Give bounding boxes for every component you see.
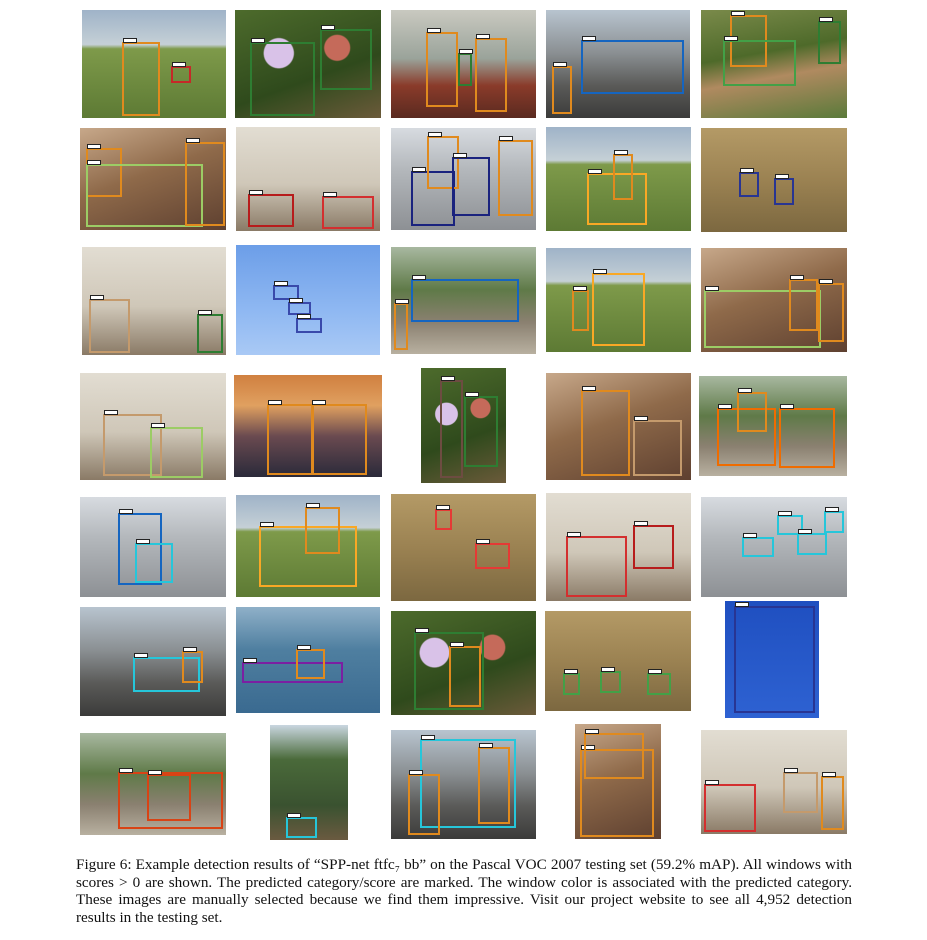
category-score-tag	[321, 25, 335, 30]
category-score-tag	[395, 299, 409, 304]
category-score-tag	[119, 768, 133, 773]
detection-box-cat	[449, 646, 481, 706]
photo	[236, 245, 380, 355]
detection-box-bird	[734, 606, 815, 714]
category-score-tag	[731, 11, 745, 16]
category-score-tag	[186, 138, 200, 143]
caption-text: Figure 6: Example detection results of “SPP-net ftfc₇ bb” on the Pascal VOC 2007 testing set (59.2% mAP). All windows with scores > 0 are shown. The predicted category/score are marked. The window color is associated with the predicted category. These images are manually selected because we find them impressive. Visit our project website to see all 4,952 detection results in the testing set.	[76, 856, 852, 926]
category-score-tag	[476, 539, 490, 544]
detection-box-person	[737, 392, 767, 432]
category-score-tag	[705, 286, 719, 291]
category-score-tag	[614, 150, 628, 155]
category-score-tag	[172, 62, 186, 67]
detection-box-bus	[581, 40, 685, 94]
detection-tile-horse-rider	[546, 127, 691, 231]
category-score-tag	[198, 310, 212, 315]
detection-tile-plant-pots	[391, 611, 536, 715]
detection-tile-red-bus	[546, 10, 690, 118]
category-score-tag	[260, 522, 274, 527]
category-score-tag	[740, 168, 754, 173]
detection-box-pottedplant	[818, 21, 841, 64]
detection-tile-fireplace-chair	[82, 247, 226, 355]
category-score-tag	[251, 38, 265, 43]
detection-box-pottedplant	[458, 53, 473, 85]
category-score-tag	[819, 17, 833, 22]
detection-box-person	[296, 649, 325, 679]
category-score-tag	[428, 132, 442, 137]
detection-box-person	[552, 66, 572, 114]
detection-tile-horse-carriage	[546, 248, 691, 352]
detection-tile-person-field	[82, 10, 226, 118]
category-score-tag	[465, 392, 479, 397]
detection-tile-market-stall	[701, 10, 847, 118]
category-score-tag	[87, 144, 101, 149]
category-score-tag	[582, 36, 596, 41]
detection-box-cow	[600, 671, 620, 693]
detection-box-person	[305, 507, 340, 554]
category-score-tag	[268, 400, 282, 405]
detection-tile-osprey	[725, 601, 819, 718]
detection-box-bus	[411, 279, 518, 322]
category-score-tag	[249, 190, 263, 195]
detection-box-sofa	[322, 196, 374, 229]
category-score-tag	[409, 770, 423, 775]
category-score-tag	[415, 628, 429, 633]
detection-box-aeroplane	[296, 318, 322, 333]
category-score-tag	[441, 376, 455, 381]
category-score-tag	[148, 770, 162, 775]
detection-tile-freight-train	[80, 733, 226, 835]
detection-tile-two-kids	[234, 375, 382, 477]
category-score-tag	[123, 38, 137, 43]
detection-box-car	[797, 533, 826, 555]
detection-box-person	[613, 154, 633, 200]
category-score-tag	[297, 645, 311, 650]
category-score-tag	[798, 529, 812, 534]
category-score-tag	[564, 669, 578, 674]
category-score-tag	[151, 423, 165, 428]
detection-tile-sheep-hill	[391, 494, 536, 601]
detection-tile-cat-held	[575, 724, 661, 839]
detection-box-bird	[774, 178, 794, 205]
category-score-tag	[287, 813, 301, 818]
detection-box-person	[572, 290, 589, 332]
detection-box-person	[182, 651, 202, 684]
category-score-tag	[289, 298, 303, 303]
detection-box-person	[475, 38, 507, 111]
detection-box-sofa	[704, 784, 757, 832]
detection-box-car	[742, 537, 774, 557]
category-score-tag	[735, 602, 749, 607]
category-score-tag	[412, 167, 426, 172]
category-score-tag	[780, 404, 794, 409]
category-score-tag	[822, 772, 836, 777]
category-score-tag	[274, 281, 288, 286]
detection-box-tvmonitor	[633, 525, 674, 568]
detection-box-person	[426, 32, 458, 108]
photo	[545, 611, 691, 711]
detection-box-person	[584, 733, 644, 779]
category-score-tag	[738, 388, 752, 393]
detection-box-person	[478, 747, 510, 823]
detection-box-tvmonitor	[248, 194, 294, 227]
detection-tile-potted-flowers	[235, 10, 381, 118]
detection-box-person	[818, 283, 844, 341]
category-score-tag	[582, 386, 596, 391]
detection-box-motorbike	[779, 408, 835, 468]
detection-box-chair	[633, 420, 682, 476]
detection-tile-bottle-plant	[421, 368, 506, 483]
detection-tile-road-cars	[80, 497, 226, 597]
category-score-tag	[323, 192, 337, 197]
category-score-tag	[459, 49, 473, 54]
category-score-tag	[778, 511, 792, 516]
detection-box-person	[267, 404, 314, 475]
detection-box-bicycle	[452, 157, 490, 216]
category-score-tag	[573, 286, 587, 291]
category-score-tag	[553, 62, 567, 67]
detection-tile-cyclists	[391, 128, 536, 230]
detection-box-sheep	[475, 543, 510, 569]
category-score-tag	[243, 658, 257, 663]
detection-tile-couple-porch	[391, 10, 536, 118]
detection-box-sheep	[435, 509, 452, 530]
category-score-tag	[593, 269, 607, 274]
category-score-tag	[634, 416, 648, 421]
detection-tile-jets-sky	[236, 245, 380, 355]
figure-caption	[76, 856, 852, 926]
category-score-tag	[588, 169, 602, 174]
category-score-tag	[784, 768, 798, 773]
detection-box-bird	[739, 172, 759, 197]
detection-box-pottedplant	[320, 29, 373, 89]
detection-tile-two-birds	[701, 128, 847, 232]
detection-box-person	[311, 404, 367, 475]
category-score-tag	[585, 729, 599, 734]
detection-box-car	[135, 543, 173, 583]
category-score-tag	[436, 505, 450, 510]
detection-box-sofa	[566, 536, 627, 596]
category-score-tag	[134, 653, 148, 658]
category-score-tag	[718, 404, 732, 409]
detection-box-cow	[563, 673, 581, 695]
category-score-tag	[453, 153, 467, 158]
category-score-tag	[567, 532, 581, 537]
detection-tile-show-jumping	[236, 495, 380, 597]
detection-box-cow	[723, 40, 796, 85]
detection-tile-coach-bus	[391, 247, 536, 354]
detection-box-bottle	[440, 380, 464, 479]
detection-box-person	[394, 303, 409, 350]
detection-tile-sofa-room	[546, 493, 691, 601]
category-score-tag	[601, 667, 615, 672]
detection-box-car	[824, 511, 844, 533]
detection-tile-candle-dinner	[701, 248, 847, 352]
detection-tile-tall-trees	[270, 725, 348, 840]
category-score-tag	[427, 28, 441, 33]
category-score-tag	[183, 647, 197, 652]
detection-tile-car-trunk	[391, 730, 536, 839]
category-score-tag	[450, 642, 464, 647]
category-score-tag	[312, 400, 326, 405]
detection-box-person	[408, 774, 440, 835]
detection-tile-kitchen-person	[546, 373, 691, 480]
category-score-tag	[499, 136, 513, 141]
detection-box-person	[789, 279, 818, 331]
category-score-tag	[705, 780, 719, 785]
detection-box-chair	[783, 772, 818, 814]
detection-tile-dining-chairs	[80, 373, 226, 480]
detection-box-pottedplant	[464, 396, 498, 467]
detection-tile-kayak	[236, 607, 380, 713]
detection-box-boat	[242, 662, 343, 683]
category-score-tag	[119, 509, 133, 514]
category-score-tag	[724, 36, 738, 41]
detection-tile-cattle-field	[545, 611, 691, 711]
detection-box-car	[286, 817, 317, 838]
category-score-tag	[421, 735, 435, 740]
detection-box-person	[821, 776, 844, 830]
category-score-tag	[90, 295, 104, 300]
category-score-tag	[297, 314, 311, 319]
detection-box-pottedplant	[197, 314, 223, 353]
detection-box-dog	[171, 66, 191, 83]
category-score-tag	[476, 34, 490, 39]
category-score-tag	[306, 503, 320, 508]
detection-tile-dinner-table	[80, 128, 226, 230]
category-score-tag	[104, 410, 118, 415]
category-score-tag	[743, 533, 757, 538]
category-score-tag	[819, 279, 833, 284]
category-score-tag	[634, 521, 648, 526]
category-score-tag	[790, 275, 804, 280]
detection-box-chair	[89, 299, 129, 353]
detection-box-horse	[592, 273, 644, 346]
detection-box-pottedplant	[250, 42, 316, 115]
detection-tile-motocross	[699, 376, 847, 476]
detection-tile-living-room	[236, 127, 380, 231]
category-score-tag	[412, 275, 426, 280]
category-score-tag	[648, 669, 662, 674]
detection-box-cow	[647, 673, 670, 695]
detection-tile-race-cars	[701, 497, 847, 597]
category-score-tag	[775, 174, 789, 179]
detection-box-person	[581, 390, 630, 476]
detection-tile-hotel-room	[701, 730, 847, 834]
detection-box-train	[147, 774, 191, 821]
detection-tile-street-car	[80, 607, 226, 716]
category-score-tag	[479, 743, 493, 748]
category-score-tag	[136, 539, 150, 544]
detection-box-diningtable	[150, 427, 203, 478]
photo	[391, 494, 536, 601]
category-score-tag	[825, 507, 839, 512]
detection-box-person	[498, 140, 533, 215]
detection-box-person	[122, 42, 159, 115]
detection-box-person	[185, 142, 224, 226]
category-score-tag	[87, 160, 101, 165]
